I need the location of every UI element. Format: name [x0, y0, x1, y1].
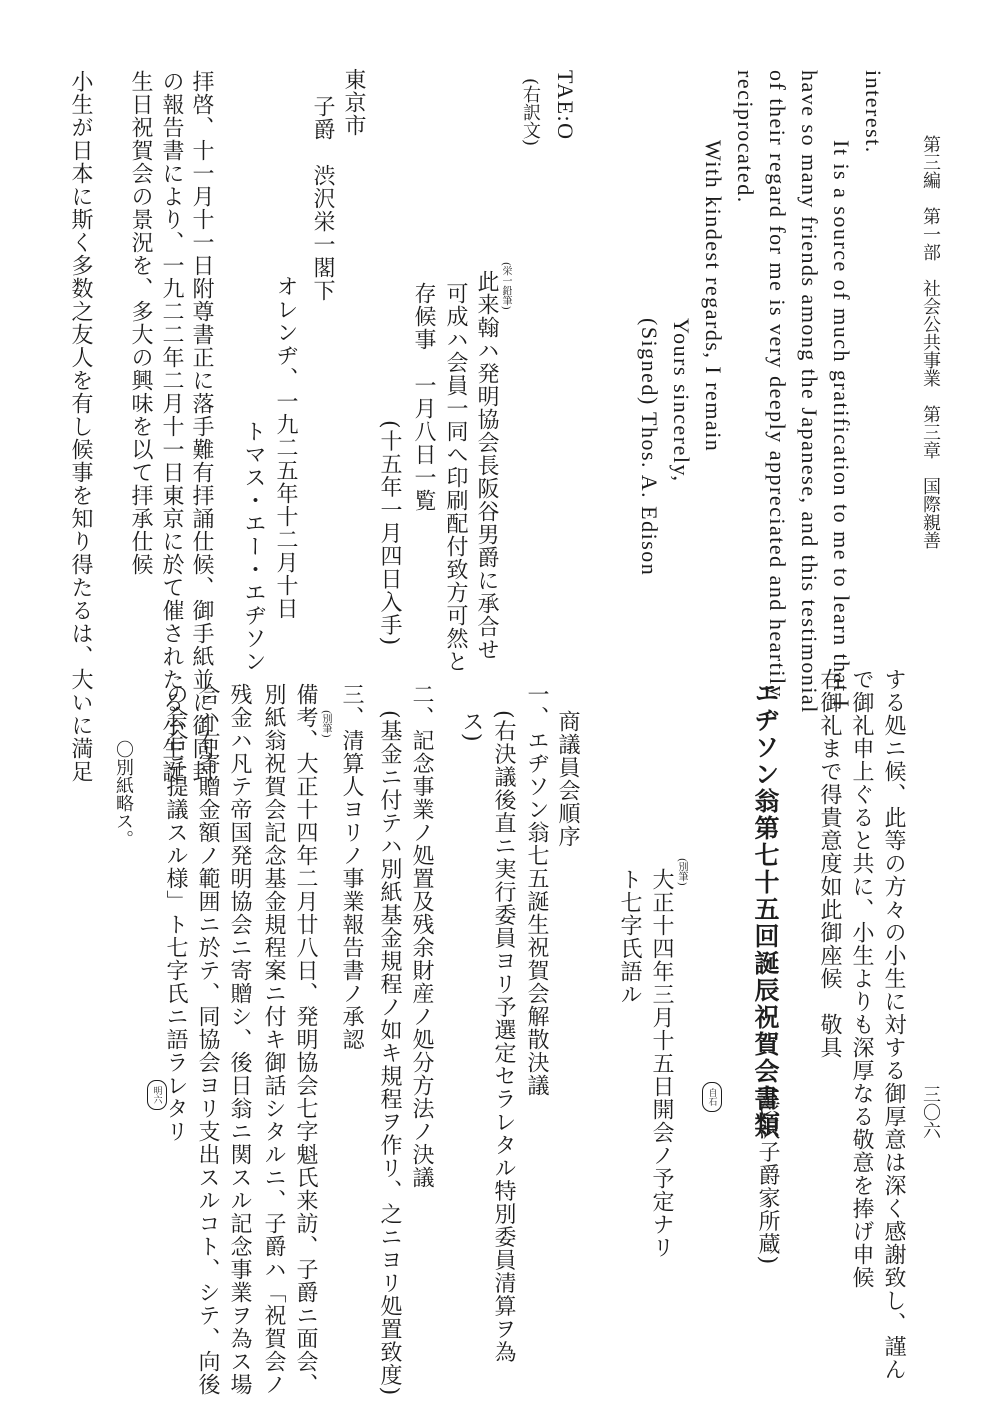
- agenda-item-1: 一、エヂソン翁七五誕生祝賀会解散決議: [524, 683, 549, 1097]
- agenda-item-2-note: (基金ニ付テハ別紙基金規程ノ如キ規程ヲ作リ、之ニヨリ処置致度): [377, 710, 402, 1397]
- note-bekihitsu-annotation: (別筆): [320, 710, 331, 738]
- signer-name: Thos. A. Edison: [637, 412, 662, 577]
- english-line-3: have so many friends among the Japanese, and this testimonial: [797, 70, 822, 714]
- note-line-1: 備考、大正十四年二月廿八日、発明協会七字魁氏来訪、子爵ニ面会、: [293, 683, 318, 1396]
- agenda-item-1-note-end: ス): [459, 710, 484, 743]
- pencil-note-line-3: 存候事 一月八日一覧: [411, 282, 436, 512]
- body-line-2: の報告書により、一九二二年二月十一日東京に於て催されたる小生誕: [159, 70, 184, 783]
- english-line-1: interest.: [861, 70, 886, 154]
- pencil-note-line-2: 可成ハ会員一同へ印刷配付致方可然と: [443, 282, 468, 673]
- note-line-2: 別紙翁祝賀会記念基金規程案ニ付キ御話シタルニ、子爵ハ「祝賀会ノ: [261, 683, 286, 1396]
- bekihitsu-annotation: (別筆): [676, 858, 687, 886]
- signed-label: (Signed): [637, 318, 662, 406]
- pencil-annotation: (栄一鉛筆): [500, 262, 511, 310]
- note-line-4: 合ハ右寄贈金額ノ範囲ニ於テ、同協会ヨリ支出スルコト、シテ、向後: [195, 683, 220, 1396]
- note-line-3: 残金ハ凡テ帝国発明協会ニ寄贈シ、後日翁ニ関スル記念事業ヲ為ス場: [227, 683, 252, 1396]
- english-line-4: of their regard for me is very deeply appreciated and heartily: [765, 70, 790, 699]
- letter-initials: TAE:O: [553, 70, 578, 141]
- section-line-2: ト七字氏語ル: [617, 868, 642, 1006]
- body-line-1: 拝啓、十一月十一日附尊書正に落手難有拝誦仕候、御手紙並に御同封: [189, 70, 214, 783]
- agenda-heading: 商議員会順序: [555, 710, 580, 848]
- section-title: エヂソン翁第七十五回誕辰祝賀会書類: [751, 680, 780, 1139]
- body-line-4: 小生が日本に斯く多数之友人を有し候事を知り得たるは、大いに満足: [68, 70, 93, 783]
- body-line-3: 生日祝賀会の景況を、多大の興味を以て拝承仕候: [128, 70, 153, 576]
- note-mark: 明六: [147, 1080, 167, 1110]
- source-mark: 自石: [702, 1082, 722, 1112]
- section-source: (渋沢子爵家所蔵): [755, 1085, 780, 1266]
- section-line-1: 大正十四年三月十五日開会ノ予定ナリ: [649, 868, 674, 1259]
- body-line-7: 右御礼まで得貴意度如此御座候 敬具: [817, 668, 842, 1059]
- address-city: 東京市: [341, 68, 366, 137]
- english-line-2: It is a source of much gratification to me to learn that I: [829, 140, 854, 709]
- english-line-6: With kindest regards, I remain: [701, 140, 726, 453]
- agenda-item-1-note: (右決議後直ニ実行委員ヨリ予選定セラレタル特別委員清算ヲ為: [491, 710, 516, 1364]
- translation-label: (右訳文): [520, 78, 541, 147]
- received-date: (十五年一月四日入手): [377, 420, 402, 647]
- note-line-5: の会合ニ提議スル様」ト七字氏ニ語ラレタリ: [163, 683, 188, 1143]
- english-line-5: reciprocated.: [733, 70, 758, 204]
- address-name: 子爵 渋沢栄一閣下: [310, 95, 335, 302]
- omitted-note: 〇別紙略ス。: [113, 740, 134, 848]
- sender-name: トマス・エー・エヂソン: [241, 420, 266, 673]
- agenda-item-2: 二、記念事業ノ処置及残余財産ノ処分方法ノ決議: [409, 683, 434, 1189]
- date-place: オレンヂ、一九二五年十二月十日: [273, 275, 298, 620]
- pencil-note-line-1: 此来翰ハ発明協会長阪谷男爵に承合せ: [474, 270, 499, 661]
- agenda-item-3: 三、清算人ヨリノ事業報告書ノ承認: [339, 683, 364, 1051]
- body-line-5: する処ニ候、此等の方々の小生に対する御厚意は深く感謝致し、謹ん: [881, 668, 906, 1381]
- body-line-6: で御礼申上ぐると共に、小生よりも深厚なる敬意を捧げ申候: [849, 668, 874, 1289]
- english-line-7: Yours sincerely,: [669, 318, 694, 483]
- running-head: 第三編 第一部 社会公共事業 第三章 国際親善: [920, 135, 941, 549]
- page-number: 三〇六: [920, 1085, 941, 1139]
